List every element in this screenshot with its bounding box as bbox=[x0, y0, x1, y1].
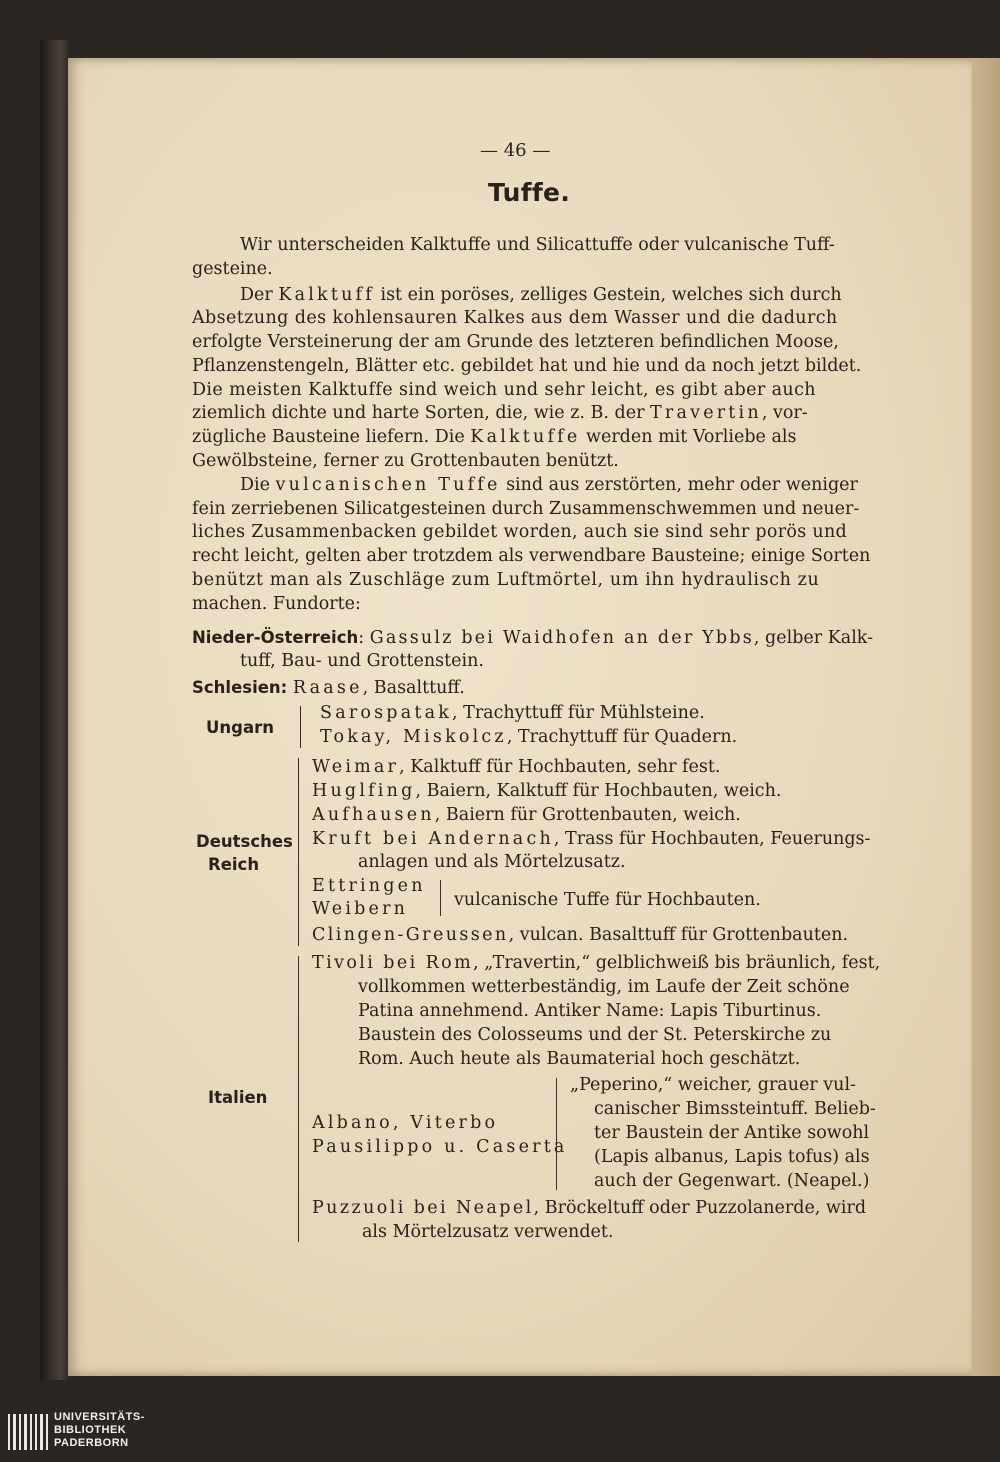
it-row-2c-4: (Lapis albanus, Lapis tofus) als bbox=[594, 1147, 870, 1167]
it-row-1: Tivoli bei Rom, „Travertin,“ gelblichweiß bis bräunlich, fest, bbox=[312, 953, 881, 973]
dr-row-5c: vulcanische Tuffe für Hochbauten. bbox=[454, 890, 761, 910]
dr-row-4-cont: anlagen und als Mörtelzusatz. bbox=[358, 852, 626, 872]
kalktuff-line-4: Pflanzenstengeln, Blätter etc. gebildet hat und hie und da noch jetzt bildet. bbox=[192, 356, 862, 376]
it-row-1-e: Baustein des Colosseums und der St. Peterskirche zu bbox=[358, 1025, 832, 1045]
library-logo-text: UNIVERSITÄTS- BIBLIOTHEK PADERBORN bbox=[54, 1411, 145, 1449]
it-row-2c-5: auch der Gegenwart. (Neapel.) bbox=[594, 1171, 870, 1191]
italien-country: Italien bbox=[208, 1088, 268, 1107]
vulcanisch-line-5: benützt man als Zuschläge zum Luftmörtel, um ihn hydraulisch zu bbox=[192, 570, 820, 590]
dr-row-3: Aufhausen, Baiern für Grottenbauten, weich. bbox=[312, 805, 741, 825]
vulcanisch-line-6: machen. Fundorte: bbox=[192, 594, 361, 614]
it-row-2b: Pausilippo u. Caserta bbox=[312, 1137, 568, 1157]
vulcanisch-line-4: recht leicht, gelten aber trotzdem als verwendbare Bausteine; einige Sorten bbox=[192, 546, 871, 566]
it-row-2c-2: canischer Bimssteintuff. Belieb- bbox=[594, 1099, 876, 1119]
library-logo-icon bbox=[8, 1414, 48, 1450]
page-title: Tuffe. bbox=[488, 178, 571, 207]
dr-row-4: Kruft bei Andernach, Trass für Hochbauten, Feuerungs- bbox=[312, 829, 871, 849]
kalktuff-line-5: Die meisten Kalktuffe sind weich und sehr leicht, es gibt aber auch bbox=[192, 380, 816, 400]
dr-row-5a: Ettringen bbox=[312, 876, 426, 896]
it-row-2c-1: „Peperino,“ weicher, grauer vul- bbox=[570, 1075, 856, 1095]
vulcanisch-line-3: liches Zusammenbacken gebildet worden, auch sie sind sehr porös und bbox=[192, 522, 848, 542]
deutsches-reich-brace bbox=[298, 758, 299, 946]
noe-line-1: Nieder-Österreich: Gassulz bei Waidhofen an der Ybbs, gelber Kalk- bbox=[192, 628, 874, 648]
book-edge bbox=[40, 40, 70, 1380]
schlesien-country: Schlesien: bbox=[192, 678, 288, 697]
deutsches-reich-country: Deutsches Reich bbox=[196, 832, 293, 874]
ungarn-brace bbox=[300, 706, 301, 748]
dr-row-6: Clingen-Greussen, vulcan. Basalttuff für Grottenbauten. bbox=[312, 925, 849, 945]
ungarn-row-1: Sarospatak, Trachyttuff für Mühlsteine. bbox=[320, 703, 705, 723]
vulcanisch-line-1: Die vulcanischen Tuffe sind aus zerstörten, mehr oder weniger bbox=[240, 475, 858, 495]
page-number: — 46 — bbox=[480, 140, 551, 161]
kalktuff-line-8: Gewölbsteine, ferner zu Grottenbauten benützt. bbox=[192, 451, 619, 471]
intro-line-1: Wir unterscheiden Kalktuffe und Silicattuffe oder vulcanische Tuff- bbox=[240, 235, 835, 255]
ungarn-country: Ungarn bbox=[206, 718, 274, 737]
schlesien-line: Schlesien: Raase, Basalttuff. bbox=[192, 678, 465, 698]
intro-line-2: gesteine. bbox=[192, 259, 273, 279]
it-row-2c-3: ter Baustein der Antike sowohl bbox=[594, 1123, 870, 1143]
dr-inner-brace bbox=[432, 880, 441, 916]
it-inner-brace bbox=[556, 1078, 557, 1190]
noe-country: Nieder-Österreich bbox=[192, 628, 359, 647]
kalktuff-line-3: erfolgte Versteinerung der am Grunde des letzteren befindlichen Moose, bbox=[192, 332, 839, 352]
dr-row-5b: Weibern bbox=[312, 899, 409, 919]
it-row-1-d: Patina annehmend. Antiker Name: Lapis Tiburtinus. bbox=[358, 1001, 822, 1021]
it-row-3-c: als Mörtelzusatz verwendet. bbox=[362, 1222, 614, 1242]
footer-bar bbox=[0, 1404, 1000, 1462]
kalktuff-line-6: ziemlich dichte und harte Sorten, die, wie z. B. der Travertin, vor- bbox=[192, 403, 808, 423]
kalktuff-line-7: zügliche Bausteine liefern. Die Kalktuffe werden mit Vorliebe als bbox=[192, 427, 797, 447]
ungarn-row-2: Tokay, Miskolcz, Trachyttuff für Quadern. bbox=[320, 727, 738, 747]
it-row-2a: Albano, Viterbo bbox=[312, 1113, 499, 1133]
dr-row-1: Weimar, Kalktuff für Hochbauten, sehr fest. bbox=[312, 757, 721, 777]
dr-row-2: Huglfing, Baiern, Kalktuff für Hochbauten, weich. bbox=[312, 781, 782, 801]
next-page-edge bbox=[972, 58, 1000, 1376]
it-row-1-c: vollkommen wetterbeständig, im Laufe der Zeit schöne bbox=[358, 977, 850, 997]
kalktuff-line-2: Absetzung des kohlensauren Kalkes aus dem Wasser und die dadurch bbox=[192, 308, 838, 328]
vulcanisch-line-2: fein zerriebenen Silicatgesteinen durch Zusammenschwemmen und neuer- bbox=[192, 499, 860, 519]
italien-brace bbox=[298, 956, 299, 1242]
it-row-1-f: Rom. Auch heute als Baumaterial hoch geschätzt. bbox=[358, 1049, 801, 1069]
noe-line-2: tuff, Bau- und Grottenstein. bbox=[240, 651, 484, 671]
kalktuff-line-1: Der Kalktuff ist ein poröses, zelliges Gestein, welches sich durch bbox=[240, 285, 842, 305]
it-row-3: Puzzuoli bei Neapel, Bröckeltuff oder Puzzolanerde, wird bbox=[312, 1198, 867, 1218]
